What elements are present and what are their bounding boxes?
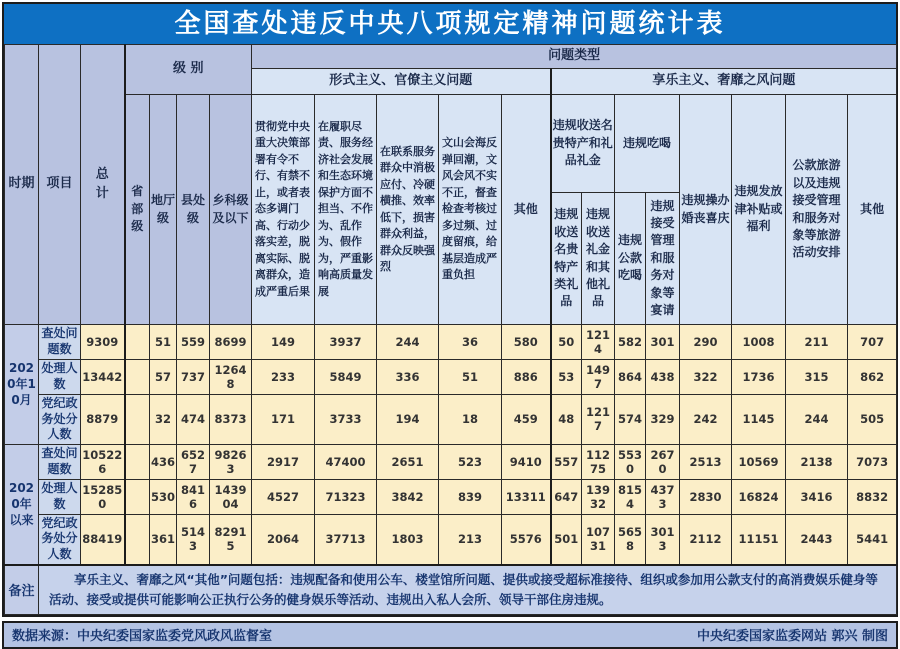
data-cell: 1497 <box>582 360 615 395</box>
footer-credit: 中央纪委国家监委网站 郭兴 制图 <box>696 629 888 645</box>
remark-row <box>5 565 897 615</box>
data-cell: 557 <box>551 444 582 479</box>
data-cell: 149 <box>252 325 315 360</box>
data-cell: 71323 <box>315 479 377 514</box>
data-cell: 3733 <box>315 395 377 445</box>
row-label: 处理人数 <box>39 479 81 514</box>
data-cell: 57 <box>150 360 177 395</box>
data-cell: 11275 <box>582 444 615 479</box>
data-cell: 864 <box>615 360 646 395</box>
data-cell: 3937 <box>315 325 377 360</box>
data-cell: 3416 <box>786 479 848 514</box>
data-cell <box>125 325 150 360</box>
data-cell: 459 <box>502 395 551 445</box>
data-cell: 10569 <box>732 444 786 479</box>
data-cell: 8154 <box>615 479 646 514</box>
header-hedonism-col-allowance: 违规发放津补贴或福利 <box>732 95 786 325</box>
data-cell: 48 <box>551 395 582 445</box>
data-cell: 211 <box>786 325 848 360</box>
data-cell: 322 <box>680 360 732 395</box>
data-cell: 105226 <box>81 444 125 479</box>
data-cell: 51 <box>439 360 502 395</box>
data-cell: 143904 <box>210 479 252 514</box>
data-cell: 5849 <box>315 360 377 395</box>
row-label: 处理人数 <box>39 360 81 395</box>
data-cell: 88419 <box>81 514 125 564</box>
header-row-1 <box>5 45 897 69</box>
row-label: 查处问题数 <box>39 444 81 479</box>
header-formalism-col-2: 在联系服务群众中消极应付、冷硬横推、效率低下，损害群众利益，群众反映强烈 <box>377 95 439 325</box>
data-cell: 8416 <box>177 479 210 514</box>
data-cell: 436 <box>150 444 177 479</box>
data-cell: 707 <box>848 325 897 360</box>
data-cell: 2513 <box>680 444 732 479</box>
data-cell: 11151 <box>732 514 786 564</box>
header-item: 项目 <box>39 45 81 325</box>
page-title: 全国查处违反中央八项规定精神问题统计表 <box>4 4 896 44</box>
header-formalism-group: 形式主义、官僚主义问题 <box>252 69 551 95</box>
footer-bar <box>2 621 898 649</box>
header-hedonism-col-travel: 公款旅游以及违规接受管理和服务对象等旅游活动安排 <box>786 95 848 325</box>
data-cell: 505 <box>848 395 897 445</box>
data-cell: 2830 <box>680 479 732 514</box>
data-cell: 8699 <box>210 325 252 360</box>
data-cell: 13442 <box>81 360 125 395</box>
header-formalism-col-0: 贯彻党中央重大决策部署有令不行、有禁不止，或者表态多调门高、行动少落实差，脱离实际、脱离群众，造成严重后果 <box>252 95 315 325</box>
data-cell: 4527 <box>252 479 315 514</box>
header-formalism-col-1: 在履职尽责、服务经济社会发展和生态环境保护方面不担当、不作为、乱作为、假作为，严重影响高质量发展 <box>315 95 377 325</box>
data-cell: 530 <box>150 479 177 514</box>
data-cell: 12648 <box>210 360 252 395</box>
data-cell: 242 <box>680 395 732 445</box>
data-cell: 862 <box>848 360 897 395</box>
table-row <box>5 395 897 445</box>
table-row <box>5 360 897 395</box>
data-cell: 301 <box>646 325 680 360</box>
data-cell: 5576 <box>502 514 551 564</box>
data-cell: 171 <box>252 395 315 445</box>
header-formalism-col-3: 文山会海反弹回潮，文风会风不实不正，督查检查考核过多过频、过度留痕，给基层造成严重负担 <box>439 95 502 325</box>
data-cell: 438 <box>646 360 680 395</box>
header-problem-type: 问题类型 <box>252 45 897 69</box>
data-cell: 8832 <box>848 479 897 514</box>
data-cell: 8373 <box>210 395 252 445</box>
data-cell <box>125 360 150 395</box>
header-level-group: 级 别 <box>125 45 252 95</box>
data-cell: 53 <box>551 360 582 395</box>
data-cell: 839 <box>439 479 502 514</box>
statistics-table <box>4 44 897 615</box>
data-cell: 2443 <box>786 514 848 564</box>
data-cell: 2138 <box>786 444 848 479</box>
data-cell: 2670 <box>646 444 680 479</box>
data-cell: 7073 <box>848 444 897 479</box>
data-cell <box>125 395 150 445</box>
data-cell: 2112 <box>680 514 732 564</box>
data-cell: 523 <box>439 444 502 479</box>
data-cell: 574 <box>615 395 646 445</box>
header-dining-group: 违规吃喝 <box>615 95 680 193</box>
data-cell <box>125 479 150 514</box>
data-cell: 5530 <box>615 444 646 479</box>
data-cell: 152850 <box>81 479 125 514</box>
data-cell: 336 <box>377 360 439 395</box>
data-cell: 9309 <box>81 325 125 360</box>
header-gift-col-1: 违规收送礼金和其他礼品 <box>582 193 615 325</box>
header-level-3: 乡科级及以下 <box>210 95 252 325</box>
header-formalism-other: 其他 <box>502 95 551 325</box>
data-cell: 361 <box>150 514 177 564</box>
data-cell: 10731 <box>582 514 615 564</box>
data-cell: 2651 <box>377 444 439 479</box>
header-gift-group: 违规收送名贵特产和礼品礼金 <box>551 95 615 193</box>
remark-text: 享乐主义、奢靡之风“其他”问题包括：违规配备和使用公车、楼堂馆所问题、提供或接受超标准接待、组织或参加用公款支付的高消费娱乐健身等活动、接受或提供可能影响公正执行公务的健身娱乐等活动、违规出入私人会所、领导干部住房违规。 <box>39 565 897 615</box>
data-cell: 647 <box>551 479 582 514</box>
data-cell: 1736 <box>732 360 786 395</box>
header-hedonism-other: 其他 <box>848 95 897 325</box>
data-cell: 2917 <box>252 444 315 479</box>
data-cell: 16824 <box>732 479 786 514</box>
data-cell: 1214 <box>582 325 615 360</box>
header-dining-col-1: 违规接受管理和服务对象等宴请 <box>646 193 680 325</box>
header-gift-col-0: 违规收送名贵特产类礼品 <box>551 193 582 325</box>
data-cell: 1145 <box>732 395 786 445</box>
data-cell: 329 <box>646 395 680 445</box>
data-cell: 9410 <box>502 444 551 479</box>
footer-data-source: 数据来源：中央纪委国家监委党风政风监督室 <box>12 629 273 645</box>
data-cell: 244 <box>786 395 848 445</box>
header-total-label: 总计 <box>95 166 109 201</box>
header-level-0: 省部级 <box>125 95 150 325</box>
table-sheet <box>2 2 898 617</box>
data-cell <box>125 514 150 564</box>
data-cell: 1008 <box>732 325 786 360</box>
table-row <box>5 444 897 479</box>
header-total <box>81 45 125 325</box>
data-cell: 1217 <box>582 395 615 445</box>
header-row-3 <box>5 95 897 193</box>
data-cell: 36 <box>439 325 502 360</box>
data-cell: 8879 <box>81 395 125 445</box>
data-cell: 13311 <box>502 479 551 514</box>
data-cell: 501 <box>551 514 582 564</box>
table-row <box>5 514 897 564</box>
data-cell: 474 <box>177 395 210 445</box>
data-cell: 315 <box>786 360 848 395</box>
header-hedonism-group: 享乐主义、奢靡之风问题 <box>551 69 897 95</box>
data-cell: 233 <box>252 360 315 395</box>
data-cell: 244 <box>377 325 439 360</box>
data-cell: 18 <box>439 395 502 445</box>
table-row <box>5 479 897 514</box>
row-label: 党纪政务处分人数 <box>39 395 81 445</box>
data-cell: 580 <box>502 325 551 360</box>
data-cell: 13932 <box>582 479 615 514</box>
data-cell: 82915 <box>210 514 252 564</box>
header-dining-col-0: 违规公款吃喝 <box>615 193 646 325</box>
data-cell: 5441 <box>848 514 897 564</box>
data-cell: 5143 <box>177 514 210 564</box>
header-level-1: 地厅级 <box>150 95 177 325</box>
data-cell: 32 <box>150 395 177 445</box>
data-cell: 4373 <box>646 479 680 514</box>
data-cell: 737 <box>177 360 210 395</box>
data-cell: 37713 <box>315 514 377 564</box>
header-hedonism-col-wedding: 违规操办婚丧喜庆 <box>680 95 732 325</box>
data-cell: 3842 <box>377 479 439 514</box>
remark-label: 备注 <box>5 565 39 615</box>
period-label: 2020年以来 <box>5 444 39 564</box>
data-cell: 47400 <box>315 444 377 479</box>
period-label: 2020年10月 <box>5 325 39 445</box>
row-label: 查处问题数 <box>39 325 81 360</box>
data-cell: 50 <box>551 325 582 360</box>
data-cell: 886 <box>502 360 551 395</box>
data-cell: 1803 <box>377 514 439 564</box>
data-cell: 213 <box>439 514 502 564</box>
header-level-2: 县处级 <box>177 95 210 325</box>
data-cell: 582 <box>615 325 646 360</box>
data-cell <box>125 444 150 479</box>
data-cell: 5658 <box>615 514 646 564</box>
table-row <box>5 325 897 360</box>
data-cell: 194 <box>377 395 439 445</box>
data-cell: 559 <box>177 325 210 360</box>
data-cell: 2064 <box>252 514 315 564</box>
data-cell: 98263 <box>210 444 252 479</box>
row-label: 党纪政务处分人数 <box>39 514 81 564</box>
data-cell: 290 <box>680 325 732 360</box>
data-cell: 6527 <box>177 444 210 479</box>
data-cell: 51 <box>150 325 177 360</box>
header-period: 时期 <box>5 45 39 325</box>
data-cell: 3013 <box>646 514 680 564</box>
